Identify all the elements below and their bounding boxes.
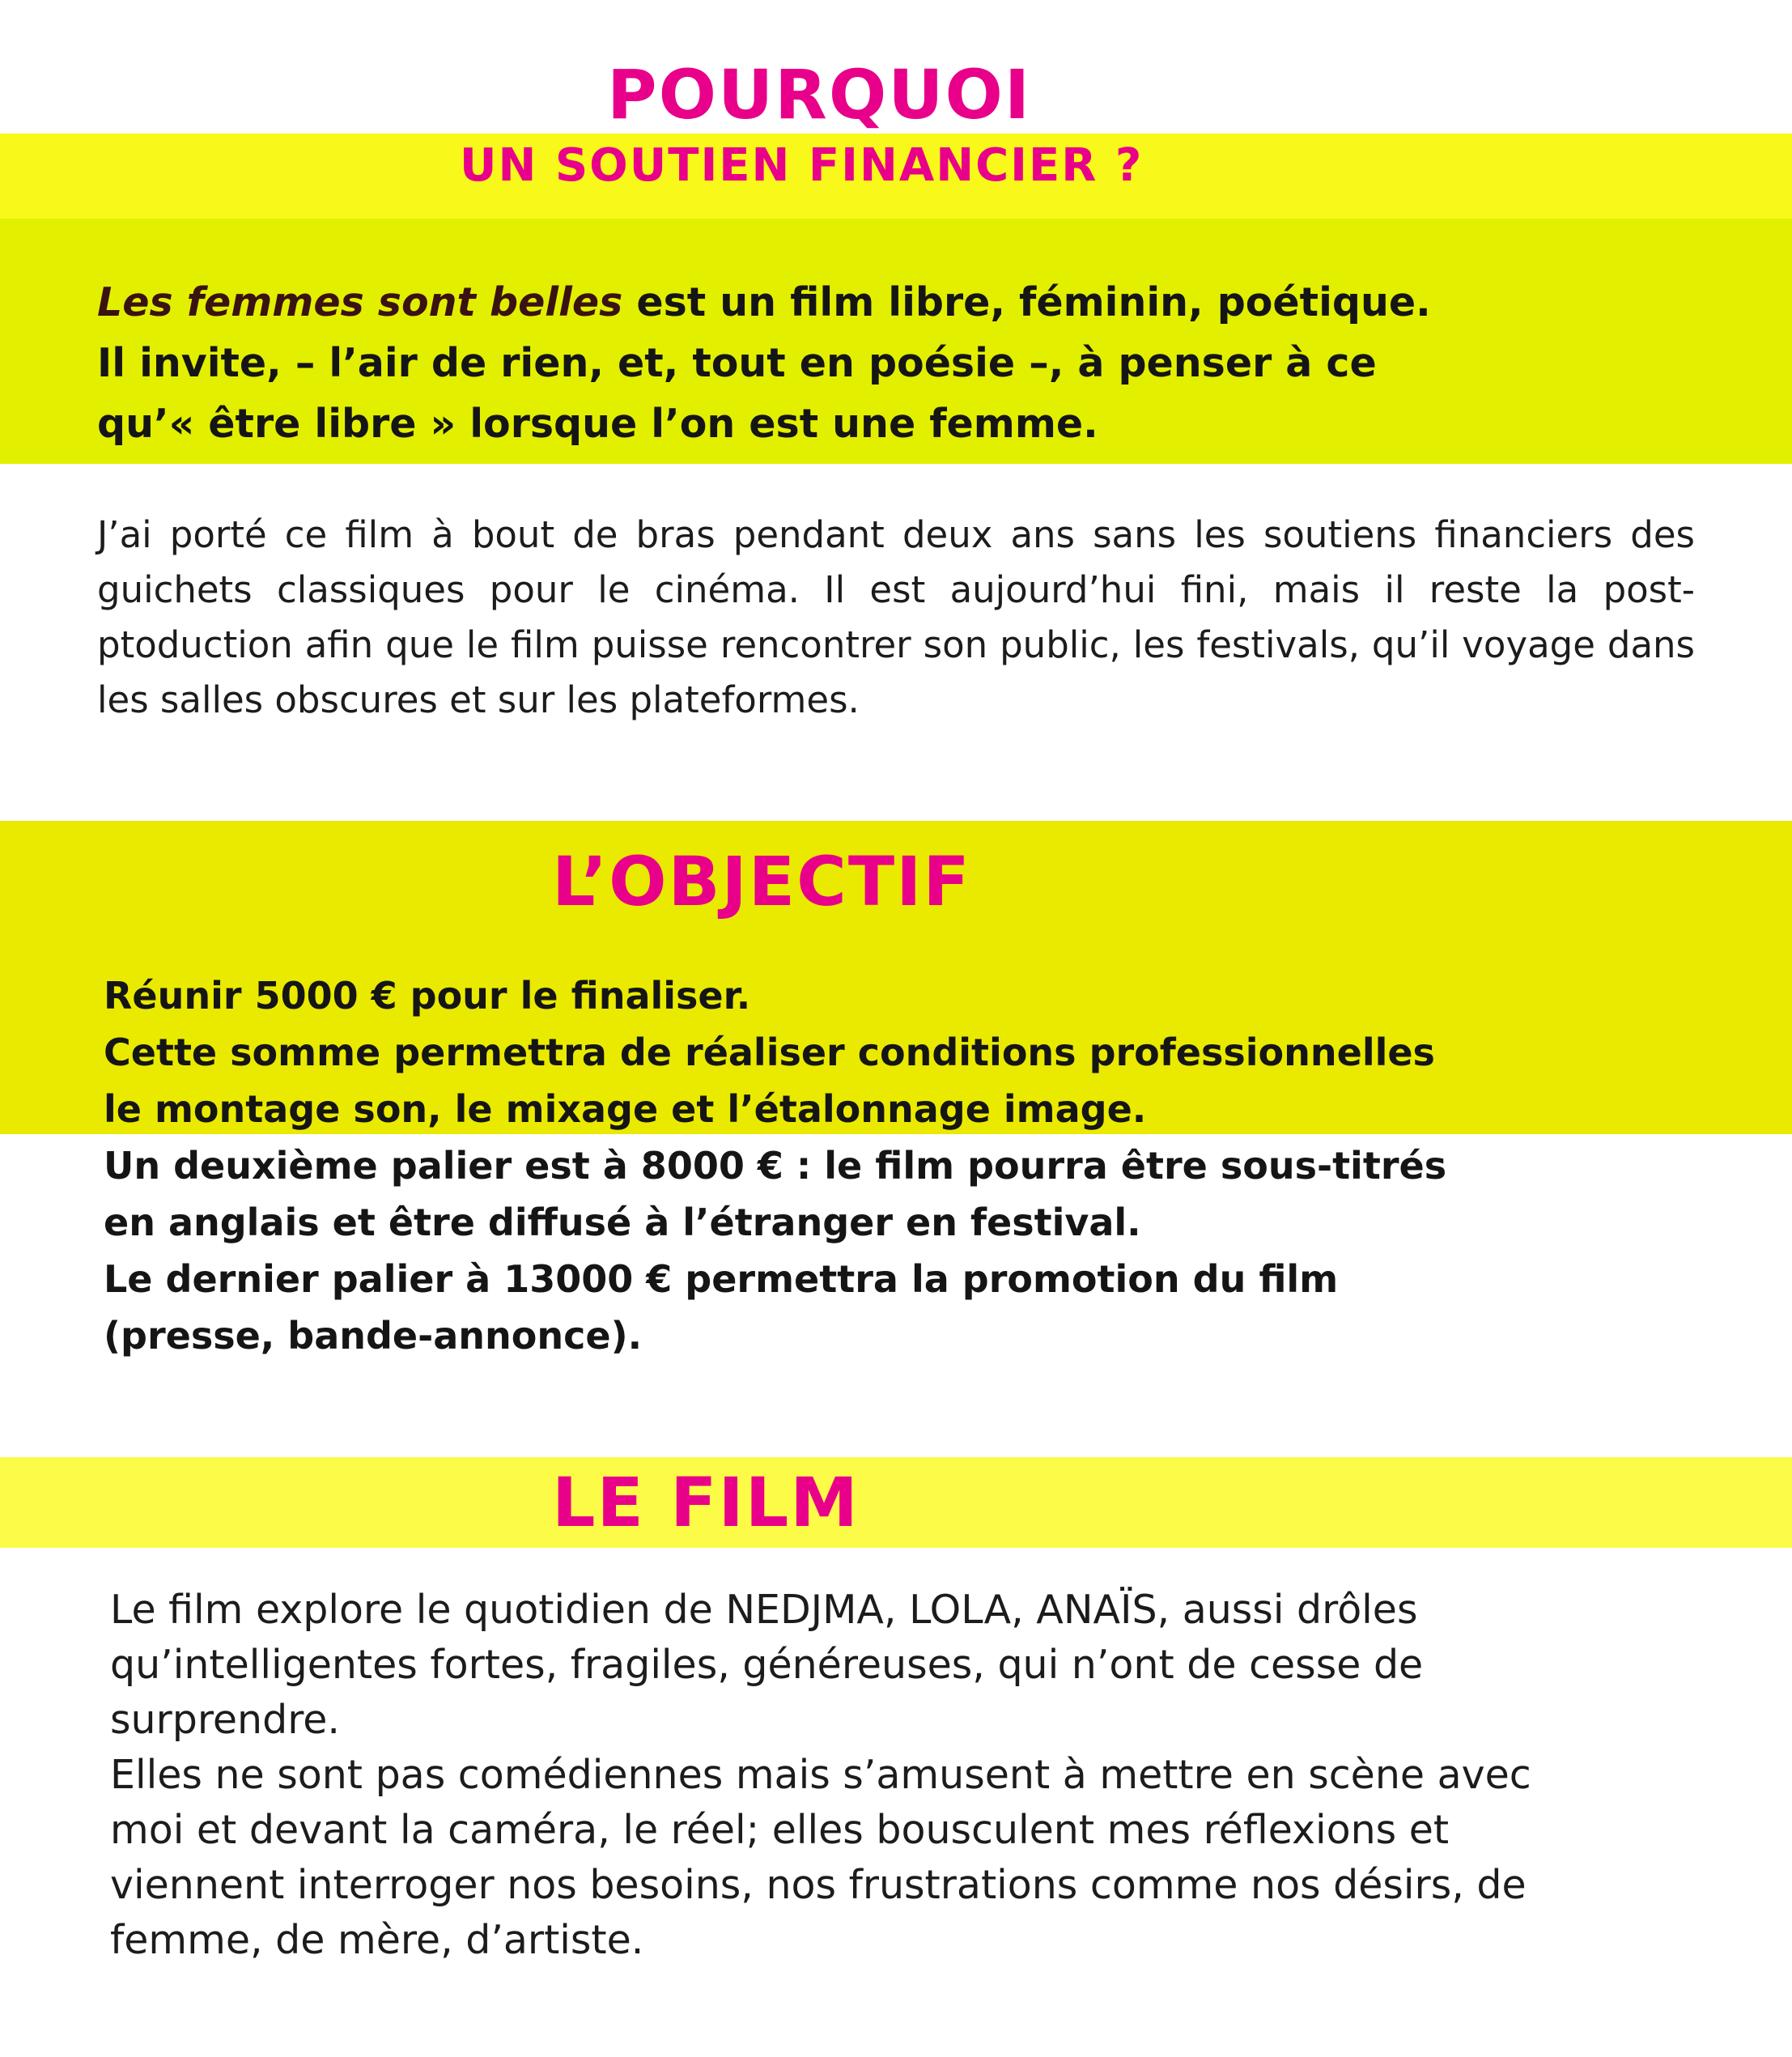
- film-title: Les femmes sont belles: [97, 279, 623, 325]
- film-line: surprendre.: [110, 1697, 340, 1743]
- film-line: Elles ne sont pas comédiennes mais s’amusent à mettre en scène avec: [110, 1752, 1531, 1798]
- intro-line-2: Il invite, – l’air de rien, et, tout en poésie –, à penser à ce: [97, 340, 1377, 386]
- objectif-line: Réunir 5000 € pour le finaliser.: [104, 974, 751, 1018]
- section-subtitle: UN SOUTIEN FINANCIER ?: [460, 139, 1144, 192]
- objectif-paragraph: [104, 967, 1446, 1364]
- objectif-line: le montage son, le mixage et l’étalonnage image.: [104, 1087, 1147, 1131]
- objectif-line: (presse, bande-annonce).: [104, 1314, 643, 1358]
- intro-paragraph: [97, 272, 1764, 454]
- section-title-film: LE FILM: [552, 1463, 860, 1542]
- section-title-objectif: L’OBJECTIF: [552, 842, 971, 921]
- objectif-line: Cette somme permettra de réaliser conditions professionnelles: [104, 1031, 1435, 1074]
- objectif-line: Un deuxième palier est à 8000 € : le film pourra être sous-titrés: [104, 1144, 1447, 1188]
- film-band: [0, 1457, 1792, 1548]
- objectif-line: en anglais et être diffusé à l’étranger en festival.: [104, 1201, 1141, 1244]
- objectif-line: Le dernier palier à 13000 € permettra la promotion du film: [104, 1257, 1339, 1301]
- film-line: Le film explore le quotidien de NEDJMA, LOLA, ANAÏS, aussi drôles: [110, 1587, 1418, 1633]
- film-line: viennent interroger nos besoins, nos frustrations comme nos désirs, de: [110, 1862, 1527, 1908]
- intro-line-1: Les femmes sont belles est un film libre, féminin, poétique.: [97, 279, 1431, 325]
- film-line: qu’intelligentes fortes, fragiles, généreuses, qui n’ont de cesse de: [110, 1642, 1424, 1688]
- film-line: moi et devant la caméra, le réel; elles bousculent mes réflexions et: [110, 1807, 1450, 1853]
- film-line: femme, de mère, d’artiste.: [110, 1917, 644, 1963]
- film-paragraph: [110, 1583, 1729, 1968]
- section-title-pourquoi: POURQUOI: [607, 55, 1032, 134]
- intro-line-3: qu’« être libre » lorsque l’on est une femme.: [97, 401, 1098, 447]
- pourquoi-body: J’ai porté ce film à bout de bras pendant deux ans sans les soutiens financiers des guichets classiques pour le cinéma. Il est aujourd’hui fini, mais il reste la post-ptoduction afin que le film puisse rencontrer son public, les festivals, qu’il voyage dans les salles obscures et sur les plateformes.: [97, 513, 1695, 721]
